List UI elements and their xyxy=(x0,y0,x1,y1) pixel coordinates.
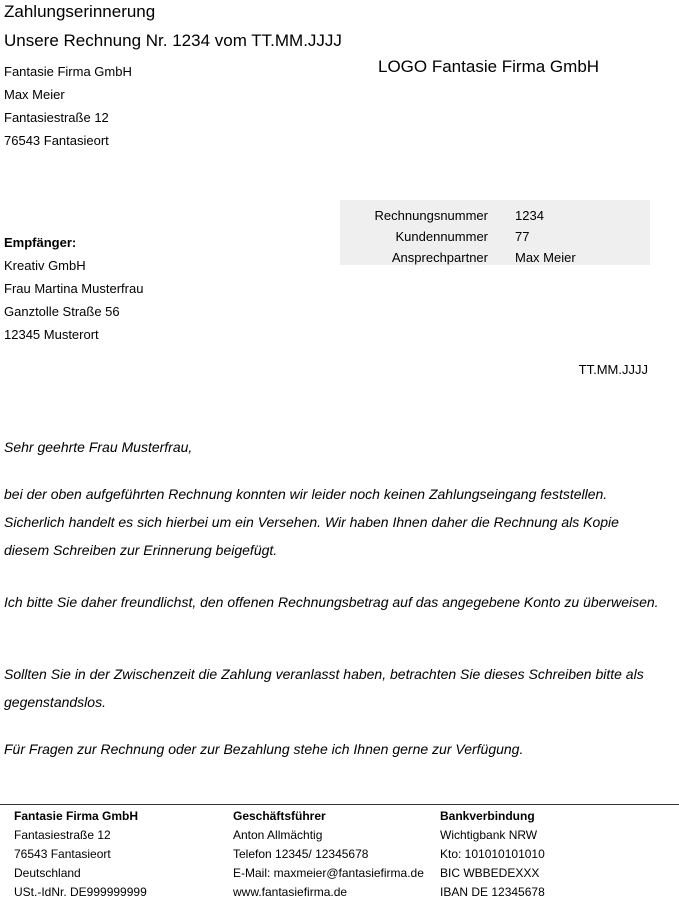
contact-person-label: Ansprechpartner xyxy=(391,250,488,265)
footer-management-column xyxy=(233,807,424,897)
sender-company: Fantasie Firma GmbH xyxy=(4,64,132,79)
body-paragraph-4: Für Fragen zur Rechnung oder zur Bezahlung stehe ich Ihnen gerne zur Verfügung. xyxy=(4,741,524,757)
company-logo-text: LOGO Fantasie Firma GmbH xyxy=(378,57,600,76)
footer-email: E-Mail: maxmeier@fantasiefirma.de xyxy=(233,866,424,880)
footer-bank-heading: Bankverbindung xyxy=(440,809,535,823)
footer-company-country: Deutschland xyxy=(14,866,81,880)
sender-name: Max Meier xyxy=(4,87,65,102)
footer-iban: IBAN DE 12345678 xyxy=(440,885,545,897)
salutation: Sehr geehrte Frau Musterfrau, xyxy=(4,439,193,455)
footer-manager-name: Anton Allmächtig xyxy=(233,828,323,842)
footer-management-heading: Geschäftsführer xyxy=(233,809,326,823)
footer-phone: Telefon 12345/ 12345678 xyxy=(233,847,369,861)
recipient-name: Frau Martina Musterfrau xyxy=(4,281,144,296)
recipient-street: Ganztolle Straße 56 xyxy=(4,304,120,319)
recipient-city: 12345 Musterort xyxy=(4,327,99,342)
letter-date: TT.MM.JJJJ xyxy=(578,362,648,377)
footer-company-street: Fantasiestraße 12 xyxy=(14,828,111,842)
footer-company-column xyxy=(14,807,147,897)
body-paragraph-2: Ich bitte Sie daher freundlichst, den offenen Rechnungsbetrag auf das angegebene Konto zu überweisen. xyxy=(4,594,659,610)
sender-address-block xyxy=(4,60,132,152)
footer-bank-name: Wichtigbank NRW xyxy=(440,828,538,842)
recipient-address-block xyxy=(4,231,143,346)
letter-title: Zahlungserinnerung xyxy=(4,2,156,21)
info-row-contact-person xyxy=(340,247,650,268)
sender-city: 76543 Fantasieort xyxy=(4,133,109,148)
invoice-info-box xyxy=(340,200,650,265)
info-row-invoice-number xyxy=(340,205,650,226)
footer-company-city: 76543 Fantasieort xyxy=(14,847,111,861)
footer-account-number: Kto: 101010101010 xyxy=(440,847,545,861)
recipient-company: Kreativ GmbH xyxy=(4,258,86,273)
footer-bic: BIC WBBEDEXXX xyxy=(440,866,540,880)
footer-company-heading: Fantasie Firma GmbH xyxy=(14,809,139,823)
invoice-number-label: Rechnungsnummer xyxy=(374,208,488,223)
footer-bank-column xyxy=(440,807,545,897)
info-row-customer-number xyxy=(340,226,650,247)
body-paragraph-3: Sollten Sie in der Zwischenzeit die Zahlung veranlasst haben, betrachten Sie dieses Schreiben bitte als gegenstandslos. xyxy=(4,666,644,710)
footer-website: www.fantasiefirma.de xyxy=(233,885,348,897)
customer-number-label: Kundennummer xyxy=(395,229,488,244)
contact-person-value: Max Meier xyxy=(515,250,576,265)
recipient-heading: Empfänger: xyxy=(4,235,77,250)
letter-subject-line: Unsere Rechnung Nr. 1234 vom TT.MM.JJJJ xyxy=(4,31,342,50)
customer-number-value: 77 xyxy=(515,229,530,244)
footer-divider xyxy=(0,804,679,805)
sender-street: Fantasiestraße 12 xyxy=(4,110,109,125)
footer-company-vat-id: USt.-IdNr. DE999999999 xyxy=(14,885,147,897)
body-paragraph-1: bei der oben aufgeführten Rechnung konnten wir leider noch keinen Zahlungseingang feststellen. Sicherlich handelt es sich hierbei um ein Versehen. Wir haben Ihnen daher die Rechnung als Kopie diesem Schreiben zur Erinnerung beigefügt. xyxy=(4,486,619,558)
invoice-number-value: 1234 xyxy=(515,208,544,223)
